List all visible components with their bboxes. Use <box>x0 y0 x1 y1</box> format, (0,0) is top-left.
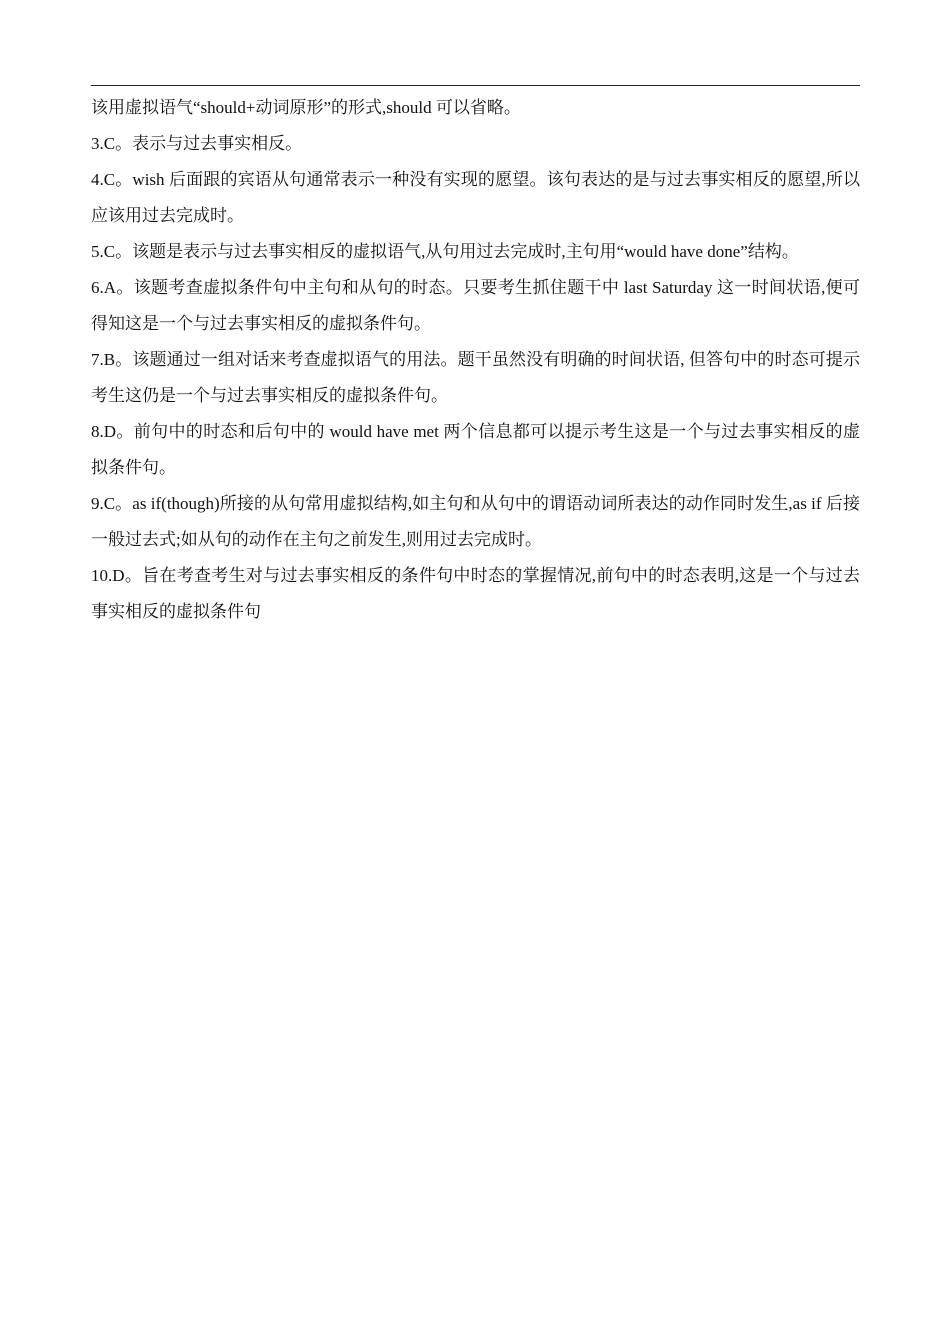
answer-3: 3.C。表示与过去事实相反。 <box>91 134 303 153</box>
answer-7: 7.B。该题通过一组对话来考查虚拟语气的用法。题干虽然没有明确的时间状语, 但答句中的时态可提示考生这仍是一个与过去事实相反的虚拟条件句。 <box>91 350 860 405</box>
answer-8: 8.D。前句中的时态和后句中的 would have met 两个信息都可以提示考生这是一个与过去事实相反的虚拟条件句。 <box>91 422 860 477</box>
answer-explanations <box>91 90 860 630</box>
answer-5: 5.C。该题是表示与过去事实相反的虚拟语气,从句用过去完成时,主句用“would have done”结构。 <box>91 242 799 261</box>
answer-4: 4.C。wish 后面跟的宾语从句通常表示一种没有实现的愿望。该句表达的是与过去事实相反的愿望,所以应该用过去完成时。 <box>91 170 860 225</box>
answer-9: 9.C。as if(though)所接的从句常用虚拟结构,如主句和从句中的谓语动词所表达的动作同时发生,as if 后接一般过去式;如从句的动作在主句之前发生,则用过去完成时。 <box>91 494 860 549</box>
answer-10: 10.D。旨在考查考生对与过去事实相反的条件句中时态的掌握情况,前句中的时态表明,这是一个与过去事实相反的虚拟条件句 <box>91 566 860 621</box>
answer-6: 6.A。该题考查虚拟条件句中主句和从句的时态。只要考生抓住题干中 last Saturday 这一时间状语,便可得知这是一个与过去事实相反的虚拟条件句。 <box>91 278 860 333</box>
header-rule <box>91 85 860 86</box>
paragraph-continuation: 该用虚拟语气“should+动词原形”的形式,should 可以省略。 <box>91 98 521 117</box>
